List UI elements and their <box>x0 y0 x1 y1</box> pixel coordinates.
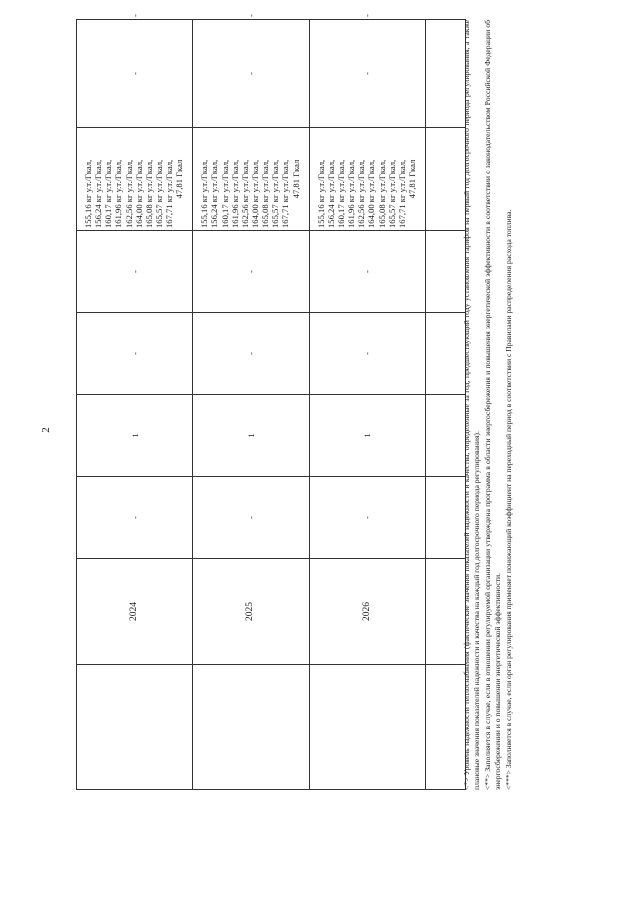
fuel-line: 161,96 кг у.т./Гкал, <box>346 159 357 228</box>
value-cell: - <box>77 477 193 559</box>
value-cell: - <box>77 313 193 395</box>
value-cell: 1 <box>309 395 425 477</box>
value-cell: - <box>309 20 425 128</box>
fuel-line: 164,00 кг у.т./Гкал, <box>366 159 377 228</box>
fuel-line: 47,81 Гкал <box>174 159 185 199</box>
fuel-line: 156,24 кг у.т./Гкал, <box>93 159 104 228</box>
fuel-line: 164,00 кг у.т./Гкал, <box>133 159 144 228</box>
footnote: <*> Уровень надежности теплоснабжения (фактические значения показателей надежности и качества, определенные за год, предшествующий году установления тарифов на первый год долгосрочного периода регулирования, а также плановые значения показателей надежности и качества на каждый год долгосрочного периода регулирования). <box>462 20 482 790</box>
fuel-line: 167,71 кг у.т./Гкал, <box>280 159 291 228</box>
page-number: 2 <box>40 427 52 433</box>
empty-cell <box>426 313 466 395</box>
value-cell: - <box>193 477 309 559</box>
fuel-line: 47,81 Гкал <box>406 159 417 199</box>
fuel-line: 161,96 кг у.т./Гкал, <box>113 159 124 228</box>
fuel-line: 167,71 кг у.т./Гкал, <box>396 159 407 228</box>
fuel-line: 165,08 кг у.т./Гкал, <box>376 159 387 228</box>
empty-cell <box>426 559 466 665</box>
fuel-line: 165,57 кг у.т./Гкал, <box>270 159 281 228</box>
fuel-line: 162,56 кг у.т./Гкал, <box>239 159 250 228</box>
value-cell: - <box>309 477 425 559</box>
indicators-table <box>76 14 466 790</box>
table-row: 2026 - 1 - - 155,16 кг у.т./Гкал, 156,24 кг у.т./Гкал, 160,17 кг у.т./Гкал, 161,96 кг у.т./Гкал, 162,56 кг у.т./Гкал, 164,00 кг у.т./Гкал, 165,08 кг у.т./Гкал, 165,57 кг у.т./Гкал, 167,71 кг у.т./Гкал, 47,81 Гкал - - <box>309 20 425 790</box>
table-row: 2024 - 1 - - 155,16 кг у.т./Гкал, 156,24 кг у.т./Гкал, 160,17 кг у.т./Гкал, 161,96 кг у.т./Гкал, 162,56 кг у.т./Гкал, 164,00 кг у.т./Гкал, 165,08 кг у.т./Гкал, 165,57 кг у.т./Гкал, 167,71 кг у.т./Гкал, 47,81 Гкал - - <box>77 20 193 790</box>
footnotes-container <box>462 20 562 790</box>
fuel-consumption-cell <box>77 128 193 231</box>
fuel-line: 47,81 Гкал <box>290 159 301 199</box>
table-row <box>426 20 466 790</box>
footnote: <***> Заполняется в случае, если орган регулирования применяет понижающий коэффициент на переходный период в соответствии с Правилами распределения расхода топлива. <box>503 209 513 790</box>
table-row: 2025 - 1 - - 155,16 кг у.т./Гкал, 156,24 кг у.т./Гкал, 160,17 кг у.т./Гкал, 161,96 кг у.т./Гкал, 162,56 кг у.т./Гкал, 164,00 кг у.т./Гкал, 165,08 кг у.т./Гкал, 165,57 кг у.т./Гкал, 167,71 кг у.т./Гкал, 47,81 Гкал - - <box>193 20 309 790</box>
empty-cell <box>426 128 466 231</box>
value-cell: - <box>193 313 309 395</box>
value-cell: - <box>193 231 309 313</box>
footnotes <box>462 20 562 790</box>
fuel-line: 155,16 кг у.т./Гкал, <box>199 159 210 228</box>
fuel-line: 160,17 кг у.т./Гкал, <box>219 159 230 228</box>
fuel-line: 156,24 кг у.т./Гкал, <box>325 159 336 228</box>
value-cell: - <box>309 313 425 395</box>
value-cell: 1 <box>193 395 309 477</box>
value-cell: - <box>77 231 193 313</box>
value-cell: 1 <box>77 395 193 477</box>
value-cell: - <box>309 231 425 313</box>
year-cell: 2024 <box>77 559 193 665</box>
fuel-line: 155,16 кг у.т./Гкал, <box>315 159 326 228</box>
fuel-line: 160,17 кг у.т./Гкал, <box>103 159 114 228</box>
fuel-consumption-cell <box>193 128 309 231</box>
fuel-line: 162,56 кг у.т./Гкал, <box>356 159 367 228</box>
value-cell: - <box>77 20 193 128</box>
empty-cell <box>426 20 466 128</box>
empty-cell <box>193 665 309 790</box>
year-cell: 2025 <box>193 559 309 665</box>
fuel-line: 155,16 кг у.т./Гкал, <box>83 159 93 228</box>
fuel-line: 156,24 кг у.т./Гкал, <box>209 159 220 228</box>
empty-cell <box>77 665 193 790</box>
fuel-line: 160,17 кг у.т./Гкал, <box>335 159 346 228</box>
empty-cell <box>426 477 466 559</box>
fuel-line: 164,00 кг у.т./Гкал, <box>250 159 261 228</box>
year-cell: 2026 <box>309 559 425 665</box>
empty-cell <box>426 665 466 790</box>
table-container <box>76 14 466 790</box>
value-cell: - <box>193 20 309 128</box>
fuel-line: 167,71 кг у.т./Гкал, <box>164 159 175 228</box>
footnote: <**> Заполняется в случае, если в отношении регулируемой организации утверждена программа в области энергосбережения и повышения энергетической эффективности в соответствии с законодательством Российской Федерации об энергосбережении и о повышении энергетической эффективности. <box>482 20 503 790</box>
empty-cell <box>426 231 466 313</box>
fuel-line: 165,57 кг у.т./Гкал, <box>153 159 164 228</box>
fuel-line: 165,57 кг у.т./Гкал, <box>386 159 397 228</box>
fuel-line: 165,08 кг у.т./Гкал, <box>143 159 154 228</box>
empty-cell <box>309 665 425 790</box>
empty-cell <box>426 395 466 477</box>
fuel-consumption-cell <box>309 128 425 231</box>
rotated-table <box>76 14 466 790</box>
fuel-line: 161,96 кг у.т./Гкал, <box>229 159 240 228</box>
fuel-line: 162,56 кг у.т./Гкал, <box>123 159 134 228</box>
fuel-line: 165,08 кг у.т./Гкал, <box>260 159 271 228</box>
